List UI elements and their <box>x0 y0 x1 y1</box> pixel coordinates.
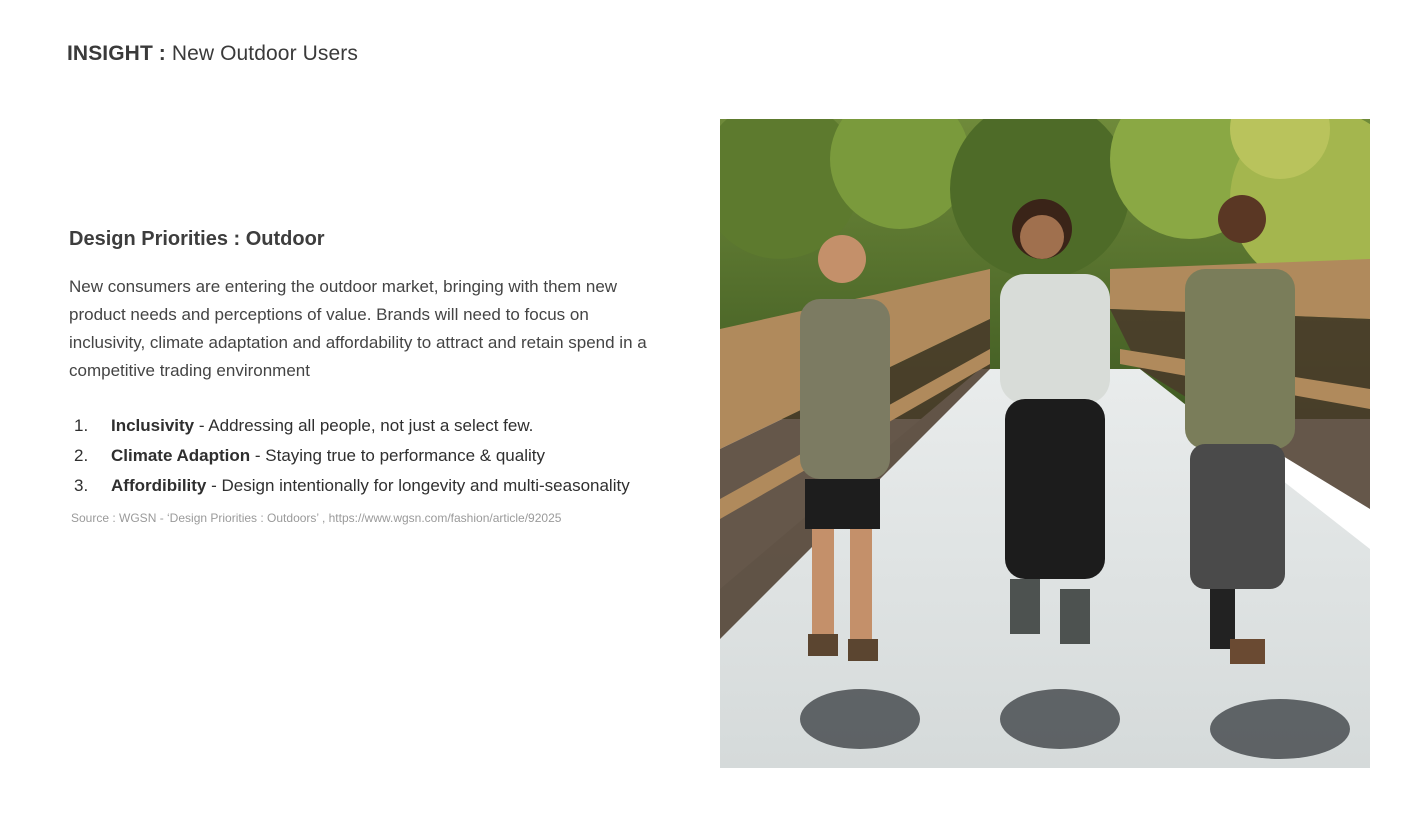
priority-description: - Design intentionally for longevity and multi-seasonality <box>206 476 630 495</box>
hikers-on-bridge-photo <box>720 119 1370 768</box>
priority-description: - Addressing all people, not just a select few. <box>194 416 534 435</box>
priority-item-inclusivity <box>69 411 649 441</box>
heading-title: New Outdoor Users <box>171 42 358 65</box>
priority-term: Affordibility <box>111 476 207 495</box>
priority-number: 3. <box>74 476 89 495</box>
priority-item-affordibility <box>69 471 649 501</box>
priority-number: 1. <box>74 416 89 435</box>
photo-illustration <box>720 119 1370 768</box>
priority-list <box>69 411 649 501</box>
content-column <box>69 228 649 525</box>
intro-paragraph: New consumers are entering the outdoor market, bringing with them new product needs and perceptions of value. Brands will need to focus on inclusivity, climate adaptation and affordability to attract and retain spend in a competitive trading environment <box>69 277 647 380</box>
section-title: Design Priorities : Outdoor <box>69 228 325 250</box>
heading-prefix: INSIGHT : <box>67 42 166 65</box>
priority-item-climate-adaption <box>69 441 649 471</box>
priority-number: 2. <box>74 446 89 465</box>
page-heading <box>67 42 358 66</box>
priority-description: - Staying true to performance & quality <box>250 446 545 465</box>
priority-term: Inclusivity <box>111 416 195 435</box>
priority-term: Climate Adaption <box>111 446 251 465</box>
source-citation: Source : WGSN - ‘Design Priorities : Outdoors’ , https://www.wgsn.com/fashion/article/92025 <box>71 511 562 525</box>
